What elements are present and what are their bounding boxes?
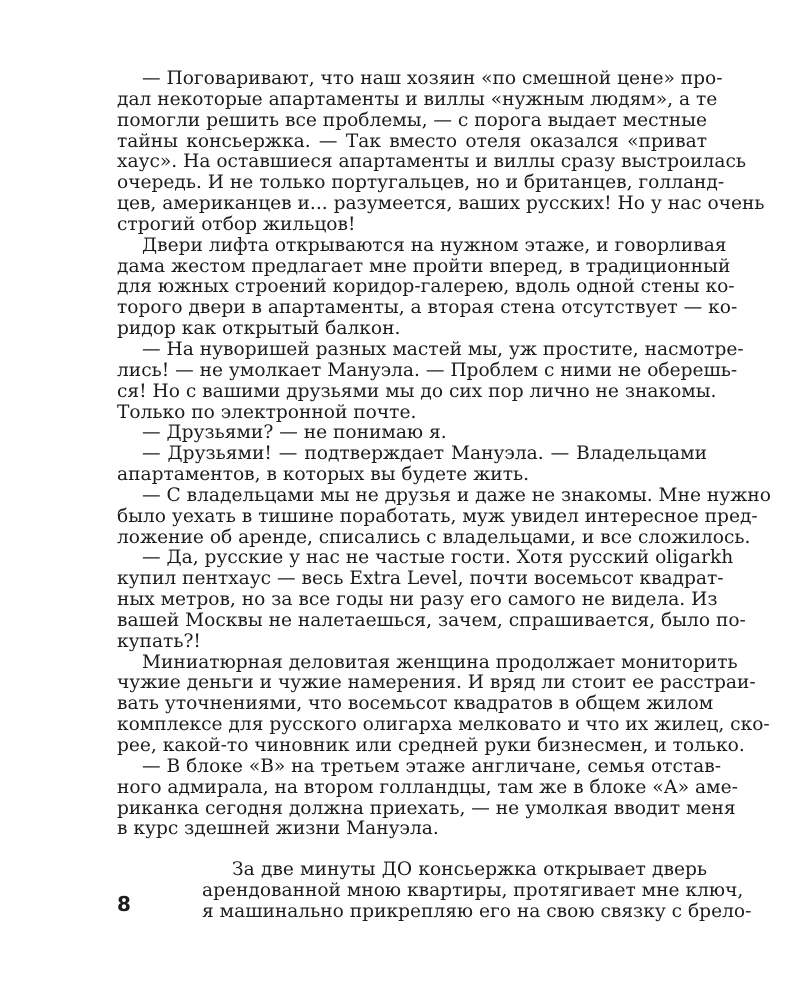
text-line: — Да, русские у нас не частые гости. Хотя русский oligarkh: [142, 547, 734, 569]
section-break: [117, 840, 707, 860]
text-line: Двери лифта открываются на нужном этаже, и говорливая: [142, 234, 727, 256]
text-line: ся! Но с вашими друзьями мы до сих пор лично не знакомы.: [117, 380, 717, 402]
paragraph: [117, 651, 770, 757]
text-line: ного адмирала, на втором голландцы, там же в блоке «А» аме-: [117, 776, 738, 798]
text-line: чужие деньги и чужие намерения. И вряд ли стоит ее расстраи-: [117, 672, 756, 694]
text-line: Только по электронной почте.: [117, 401, 417, 423]
paragraph: [117, 338, 744, 423]
paragraph: [117, 859, 752, 923]
text-line: арендованной мною квартиры, протягивает мне ключ,: [202, 880, 744, 902]
text-line: лись! — не умолкает Мануэла. — Проблем с ними не оберешь-: [117, 359, 738, 381]
text-line: цев, американцев и... разумеется, ваших русских! Но у нас очень: [117, 193, 765, 215]
text-line: очередь. И не только португальцев, но и британцев, голланд-: [117, 172, 725, 194]
text-line: вашей Москвы не налетаешься, зачем, спрашивается, было по-: [117, 609, 746, 631]
text-line: хаус». На оставшиеся апартаменты и виллы сразу выстроилась: [117, 151, 746, 173]
text-line: — Друзьями? — не понимаю я.: [142, 422, 447, 444]
text-line: — На нуворишей разных мастей мы, уж простите, насмотре-: [142, 338, 744, 360]
text-line: для южных строений коридор-галерею, вдоль одной стены ко-: [117, 276, 735, 298]
text-line: купать?!: [117, 630, 201, 652]
text-line: было уехать в тишине поработать, муж увидел интересное пред-: [117, 505, 758, 527]
text-line: рее, какой-то чиновник или средней руки бизнесмен, и только.: [117, 735, 745, 756]
paragraph: [117, 484, 771, 549]
text-line: ридор как открытый балкон.: [117, 318, 401, 340]
text-line: торого двери в апартаменты, а вторая стена отсутствует — ко-: [117, 297, 738, 319]
text-line: — В блоке «В» на третьем этаже англичане, семья отстав-: [142, 755, 721, 777]
text-line: ных метров, но за все годы ни разу его самого не видела. Из: [117, 589, 718, 611]
paragraph: [117, 547, 746, 652]
paragraph: [117, 68, 765, 236]
text-line: — С владельцами мы не друзья и даже не знакомы. Мне нужно: [142, 484, 771, 506]
text-line: купил пентхаус — весь Extra Level, почти восемьсот квадрат-: [117, 568, 724, 590]
text-line: я машинально прикрепляю его на свою связку с брело-: [202, 900, 752, 922]
text-line: помогли решить все проблемы, — с порога выдает местные: [117, 109, 707, 131]
paragraph: [117, 234, 738, 340]
text-line: в курс здешней жизни Мануэла.: [117, 818, 439, 840]
text-line: дама жестом предлагает мне пройти вперед, в традиционный: [117, 255, 731, 277]
text-line: комплексе для русского олигарха мелковато и что их жилец, ско-: [117, 714, 770, 736]
text-line: строгий отбор жильцов!: [117, 213, 356, 235]
text-line: — Друзьями! — подтверждает Мануэла. — Владельцами: [142, 443, 707, 465]
text-line: Миниатюрная деловитая женщина продолжает мониторить: [142, 651, 738, 673]
text-line: апартаментов, в которых вы будете жить.: [117, 464, 530, 486]
paragraph: [117, 755, 738, 840]
page-number: 8: [117, 892, 131, 916]
paragraph: [117, 444, 707, 486]
text-line: вать уточнениями, что восемьсот квадратов в общем жилом: [117, 693, 714, 715]
text-line: риканка сегодня должна приехать, — не умолкая вводит меня: [117, 797, 736, 819]
paragraph: [117, 423, 707, 444]
page-body: [117, 68, 771, 923]
text-line: За две минуты ДО консьержка открывает дверь: [232, 859, 707, 881]
text-line: ложение об аренде, списались с владельцами, и все сложилось.: [117, 526, 751, 548]
text-line: тайны консьержка. — Так вместо отеля оказался «приват: [117, 130, 707, 152]
text-line: дал некоторые апартаменты и виллы «нужным людям», а те: [117, 88, 718, 110]
text-line: — Поговаривают, что наш хозяин «по смешной цене» про-: [142, 68, 723, 89]
